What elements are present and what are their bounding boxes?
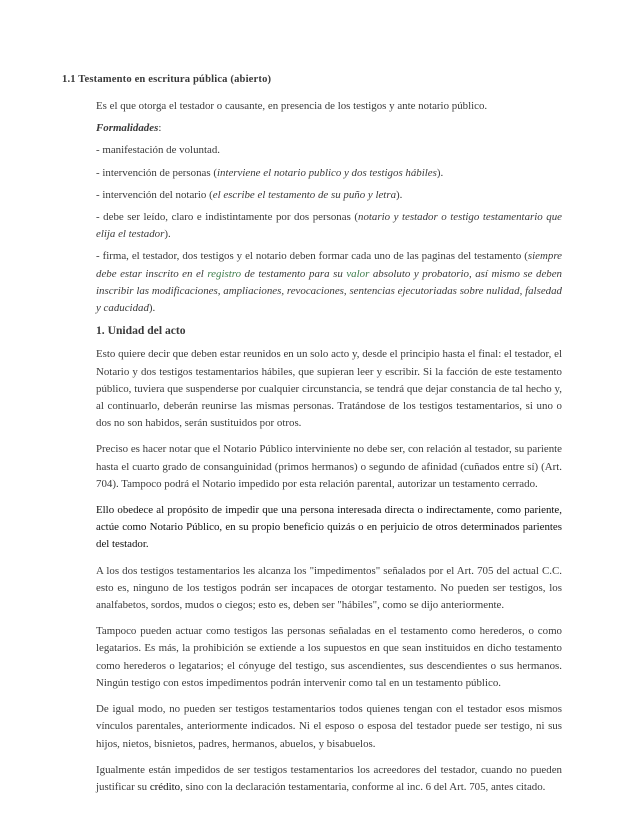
- item-italic-text: interviene el notario publico y dos testigos hábiles: [216, 166, 437, 179]
- item-manifestacion: - manifestación de voluntad.: [96, 144, 220, 157]
- item-text: ).: [148, 302, 156, 315]
- document-body: [96, 98, 562, 805]
- paragraph: [96, 762, 562, 796]
- paragraph: Tampoco pueden actuar como testigos las personas señaladas en el testamento como herederos, o como legatarios. Es más, la prohibición se extiende a los supuestos en que sean instituidos en dicho testamento como herederos o legatarios; el cónyuge del testigo, sus ascendientes, sus descendientes o sus hermanos. Ningún testigo con estos impedimentos podrán intervenir como tal en un testamento público.: [96, 625, 562, 689]
- item-italic-text: absoluto y probatorio, así mismo se deben inscribir las modificaciones, ampliaciones, revocaciones, sentencias ejecutoriadas sobre nulidad, falsedad y caducidad: [96, 267, 562, 315]
- item-intervencion-notario: [96, 187, 562, 204]
- paragraph: A los dos testigos testamentarios les alcanza los "impedimentos" señalados por el Art. 705 del actual C.C. esto es, ninguno de los testigos podrán ser incapaces de otorgar testamento. No pueden ser testigos, los analfabetos, sordos, mudos o ciegos; esto es, deben ser "hábiles", como se dijo anteriormente.: [96, 564, 562, 612]
- subsection-title: 1. Unidad del acto: [96, 324, 186, 338]
- item-text: ).: [164, 228, 171, 241]
- valor-link[interactable]: valor: [346, 267, 370, 280]
- item-intervencion-personas: [96, 165, 562, 182]
- item-italic-text: de testamento para su: [241, 267, 347, 280]
- item-italic-text: siempre debe estar inscrito en el: [96, 250, 562, 280]
- section-title: 1.1 Testamento en escritura pública (abierto): [62, 74, 272, 85]
- item-italic-text: notario y testador o testigo testamentario que elija el testador: [96, 211, 562, 241]
- formalities-heading: [96, 120, 562, 137]
- registro-link[interactable]: registro: [207, 267, 242, 280]
- credito-link[interactable]: crédito: [149, 780, 181, 793]
- formalities-label: Formalidades: [96, 122, 159, 135]
- paragraph: De igual modo, no pueden ser testigos testamentarios todos quienes tengan con el testador esos mismos vínculos parentales, anteriormente indicados. Ni el esposo o esposa del testador puede ser testigo, ni sus hijos, nietos, bisnietos, padres, hermanos, abuelos, y bisabuelos.: [96, 703, 562, 750]
- intro-paragraph: Es el que otorga el testador o causante, en presencia de los testigos y ante notario público.: [96, 100, 488, 112]
- formalities-colon: :: [158, 122, 162, 135]
- item-text: ).: [396, 188, 403, 201]
- item-text: - firma, el testador, dos testigos y el notario deben formar cada uno de las paginas del testamento (: [96, 250, 528, 263]
- item-leido: [96, 209, 562, 243]
- item-italic-text: el escribe el testamento de su puño y letra: [212, 188, 397, 201]
- paragraph: Preciso es hacer notar que el Notario Público interviniente no debe ser, con relación al testador, su pariente hasta el cuarto grado de consanguinidad (primos hermanos) o segundo de afinidad (cuñados entre sí) (Art. 704). Tampoco podrá el Notario impedido por esta relación parental, autorizar un testamento cerrado.: [96, 443, 562, 490]
- paragraph-text: , sino con la declaración testamentaria, conforme al inc. 6 del Art. 705, antes citado.: [180, 780, 546, 793]
- paragraph: Esto quiere decir que deben estar reunidos en un solo acto y, desde el principio hasta el final: el testador, el Notario y dos testigos testamentarios hábiles, que supieran leer y escribir. Si la facción de este testamento público, tuviera que suspenderse por cualquier circunstancia, se tendrá que dejar constancia de tal hecho y, al continuarlo, deberán reunirse las mismas personas. Tratándose de los testigos testamentarios, si uno o dos no son habidos, serán sustituidos por otros.: [96, 348, 562, 430]
- item-text: - debe ser leído, claro e indistintamente por dos personas (: [96, 211, 358, 224]
- item-text: ).: [436, 166, 444, 179]
- item-text: - intervención de personas (: [96, 166, 217, 179]
- item-firma: [96, 248, 562, 317]
- item-text: - intervención del notario (: [96, 188, 213, 201]
- paragraph: Ello obedece al propósito de impedir que una persona interesada directa o indirectamente, como pariente, actúe como Notario Público, en su propio beneficio quizás o en perjuicio de otros determinados parientes del testador.: [96, 504, 562, 551]
- paragraph-text: Igualmente están impedidos de ser testigos testamentarios los acreedores del testador, cuando no pueden justificar su: [96, 763, 562, 793]
